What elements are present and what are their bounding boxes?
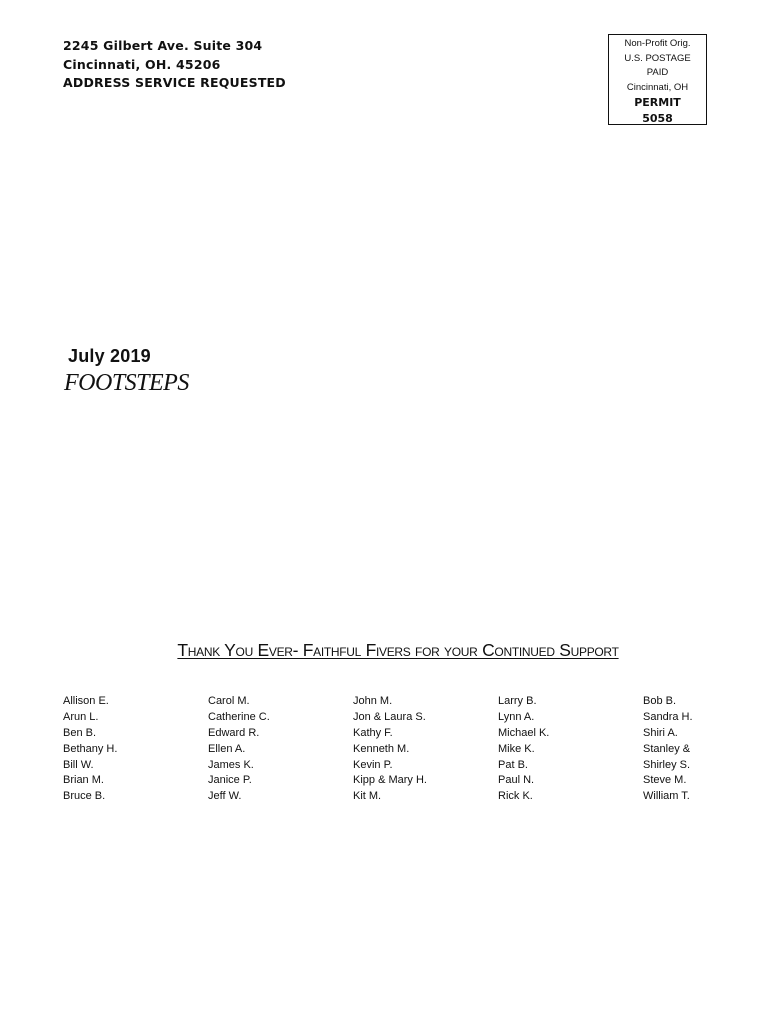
supporter-name: Rick K.: [498, 790, 533, 803]
supporters-column-3: [353, 694, 427, 805]
supporters-column-2: [208, 694, 270, 805]
return-address-line-2: Cincinnati, OH. 45206: [63, 56, 221, 72]
supporter-name: Bob B.: [643, 695, 677, 707]
supporter-name: Mike K.: [498, 742, 535, 755]
supporter-name: Catherine C.: [208, 710, 270, 723]
supporter-name: Kit M.: [353, 790, 382, 803]
supporter-name: Kenneth M.: [353, 742, 410, 755]
supporter-name: Sandra H.: [643, 710, 693, 723]
supporter-name: Pat B.: [498, 758, 528, 771]
supporter-name: Kathy F.: [353, 726, 393, 739]
supporter-name: Shirley S.: [643, 758, 691, 771]
supporter-name: William T.: [643, 790, 690, 803]
supporter-name: Bruce B.: [63, 790, 106, 803]
supporter-name: Kipp & Mary H.: [353, 774, 427, 787]
thank-you-heading: Thank You Ever- Faithful Fivers for your Continued Support: [177, 640, 619, 660]
postage-line-us-postage: U.S. POSTAGE: [624, 52, 691, 64]
postage-line-paid: PAID: [646, 67, 669, 78]
supporter-name: Allison E.: [63, 695, 109, 707]
supporter-name: Lynn A.: [498, 710, 535, 723]
supporter-name: Bethany H.: [63, 742, 118, 755]
supporter-name: Kevin P.: [353, 758, 393, 771]
postage-indicia: [608, 34, 707, 125]
supporter-name: Shiri A.: [643, 726, 678, 739]
postage-permit-label: PERMIT: [634, 96, 681, 109]
supporter-name: Jon & Laura S.: [353, 710, 426, 723]
return-address-line-1: 2245 Gilbert Ave. Suite 304: [63, 38, 263, 53]
postage-permit-number: 5058: [642, 112, 673, 125]
supporter-name: John M.: [353, 695, 393, 707]
supporter-name: Bill W.: [63, 758, 94, 771]
postage-line-nonprofit: Non-Profit Orig.: [624, 38, 691, 49]
return-address: [63, 37, 286, 93]
newsletter-title: FOOTSTEPS: [64, 370, 189, 396]
supporter-name: Brian M.: [63, 774, 104, 787]
supporter-name: Ellen A.: [208, 742, 246, 755]
supporter-name: Janice P.: [208, 774, 252, 787]
supporter-name: Edward R.: [208, 726, 260, 739]
postage-line-city: Cincinnati, OH: [626, 81, 689, 93]
supporter-name: Jeff W.: [208, 790, 242, 803]
issue-date: July 2019: [68, 346, 151, 366]
supporter-name: Stanley &: [643, 742, 691, 755]
supporter-name: Larry B.: [498, 695, 537, 707]
supporters-column-5: [643, 694, 693, 805]
supporters-column-1: [63, 694, 117, 805]
supporter-name: James K.: [208, 758, 254, 771]
supporter-name: Arun L.: [63, 710, 99, 723]
supporter-name: Carol M.: [208, 695, 250, 707]
supporter-name: Steve M.: [643, 774, 687, 787]
supporter-name: Ben B.: [63, 726, 97, 739]
supporters-column-4: [498, 694, 549, 805]
supporter-name: Paul N.: [498, 774, 535, 787]
supporter-name: Michael K.: [498, 726, 550, 739]
address-service-requested: ADDRESS SERVICE REQUESTED: [63, 75, 286, 90]
